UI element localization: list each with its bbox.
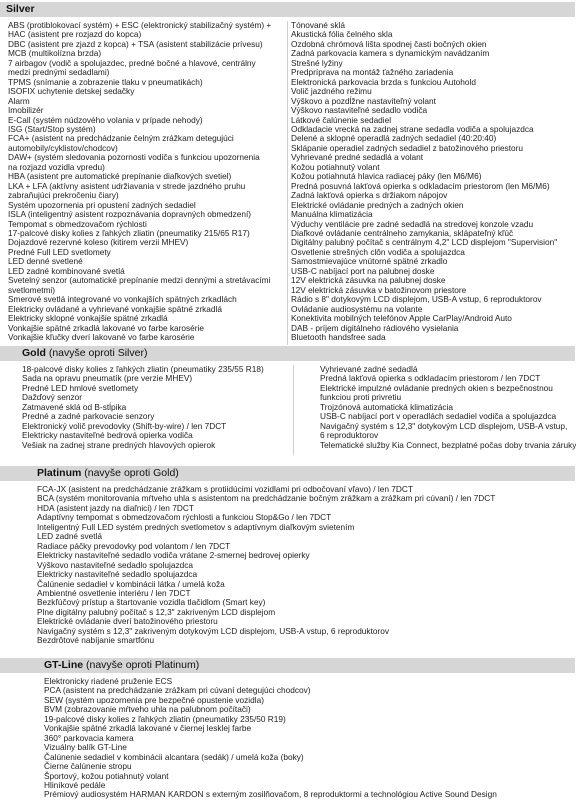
list-item: USB-C nabíjací port na palubnej doske xyxy=(291,265,435,276)
list-item: USB-C nabíjací port v operadlách sedadiel vodiča a spolujazdca xyxy=(320,411,557,422)
silver-columns xyxy=(0,21,575,345)
list-item: Inteligentný Full LED systém predných svetlometov s adaptívnym diaľkovým svietením xyxy=(37,521,355,532)
list-item: Volič jazdného režimu xyxy=(291,86,372,97)
list-item: Predná lakťová opierka s odkladacím priestorom / len 7DCT xyxy=(320,373,541,384)
gold-subtitle: (navyše oproti Silver) xyxy=(45,347,148,359)
list-item: Manuálna klimatizácia xyxy=(291,209,373,220)
list-item: Navigačný systém s 12,3" dotykovým LCD displejom, USB-A vstup, xyxy=(320,420,568,431)
list-item: svetlometmi) xyxy=(8,284,56,295)
platinum-columns xyxy=(0,485,575,650)
list-item: Ozdobná chrómová lišta spodnej časti bočných okien xyxy=(291,38,487,49)
list-item: 12V elektrická zásuvka v batožinovom priestore xyxy=(291,284,467,295)
list-item: Elektronicky riadené pruženie ECS xyxy=(44,676,173,686)
list-item: DAW+ (systém sledovania pozornosti vodiča s funkciou upozornenia xyxy=(8,152,260,163)
gold-header xyxy=(0,346,575,361)
list-item: TPMS (snímanie a zobrazenie tlaku v pneumatikách) xyxy=(8,76,203,87)
gtline-header xyxy=(0,658,575,673)
list-item: Dojazdové rezervné koleso (kitirem verzii MHEV) xyxy=(8,237,189,248)
list-item: Látkové čalúnenie sedadiel xyxy=(291,114,392,125)
list-item: Tempomat s obmedzovačom rýchlosti xyxy=(8,218,147,229)
list-item: DAB - príjem digitálneho rádiového vysielania xyxy=(291,322,459,333)
list-item: Odkladacie vrecká na zadnej strane sedadla vodiča a spolujazdca xyxy=(291,123,534,134)
list-item: ISLA (inteligentný asistent rozpoznávania dopravných obmedzení) xyxy=(8,209,252,220)
list-item: Bluetooth handsfree sada xyxy=(291,331,386,342)
platinum-title: Platinum xyxy=(37,467,82,479)
list-item: Bezkľúčový prístup a štartovanie vozidla tlačidlom (Smart key) xyxy=(37,597,266,608)
list-item: Dažďový senzor xyxy=(22,392,82,403)
list-item: ABS (protiblokovací systém) + ESC (elektronický stabilizačný systém) + xyxy=(8,20,272,30)
platinum-header xyxy=(0,466,575,481)
list-item: SEW (systém upozornenia pre bezpečné opustenie vozidla) xyxy=(44,694,264,705)
list-item: na rozjazd vozidla vpredu) xyxy=(8,161,105,172)
list-item: Športový, kožou potiahnutý volant xyxy=(44,770,169,781)
list-item: Elektronický volič prevodovky (Shift-by-wire) / len 7DCT xyxy=(22,420,227,431)
list-item: ISG (Start/Stop systém) xyxy=(8,123,96,134)
list-item: 12V elektrická zásuvka na palubnej doske xyxy=(291,275,446,286)
list-item: FCA+ (asistent na predchádzanie čelným zrážkam detegujúci xyxy=(8,133,234,144)
platinum-subtitle: (navyše oproti Gold) xyxy=(81,467,179,479)
list-item: Elektricky nastaviteľné sedadlo spolujazdca xyxy=(37,569,198,580)
list-item: Čierne čalúnenie stropu xyxy=(44,761,132,772)
list-item: Výškovo a pozdĺžne nastaviteľný volant xyxy=(291,95,436,106)
list-item: Zatmavené sklá od B-stĺpika xyxy=(22,401,127,412)
list-item: Elektrické ovládanie predných a zadných okien xyxy=(291,199,464,210)
list-item: 18-palcové disky kolies z ľahkých zliatin (pneumatiky 235/55 R18) xyxy=(22,364,264,374)
list-item: 7 airbagov (vodič a spolujazdec, predné bočné a hlavové, centrálny xyxy=(8,57,256,68)
list-item: Vizuálny balík GT-Line xyxy=(44,742,127,753)
list-item: automobily/cyklistov/chodcov) xyxy=(8,142,118,153)
list-item: HDA (asistent jazdy na diaľnici) / len 7DCT xyxy=(37,502,194,513)
list-item: Telematické služby Kia Connect, bezplatné počas doby trvania záruky xyxy=(320,439,576,450)
list-item: 19-palcové disky kolies z ľahkých zliatin (pneumatiky 235/50 R19) xyxy=(44,713,286,724)
list-item: Strešné lyžiny xyxy=(291,57,343,68)
list-item: Kožou potiahnutý volant xyxy=(291,161,380,172)
list-item: Predpríprava na montáž ťažného zariadenia xyxy=(291,67,454,78)
column-divider xyxy=(293,365,294,455)
list-item: BVM (zobrazovanie mŕtveho uhla na palubnom počítači) xyxy=(44,704,251,715)
silver-section xyxy=(0,2,575,345)
list-item: Elektronická parkovacia brzda s funkciou Autohold xyxy=(291,76,476,87)
list-item: Osvetlenie strešných clôn vodiča a spolujazdca xyxy=(291,246,465,257)
list-item: BCA (systém monitorovania mŕtveho uhla s asistentom na predchádzanie bočným zrážkam a zrážkam pri cúvaní) / len 7DCT xyxy=(37,493,496,504)
list-item: Delené a sklopné operadlá zadných sedadiel (40:20:40) xyxy=(291,133,497,144)
list-item: Predná posuvná lakťová opierka s odkladacím priestorom (len M6/M6) xyxy=(291,180,550,191)
list-item: Vonkajšie spätné zrkadlá lakované v čiernej lesklej farbe xyxy=(44,723,252,734)
list-item: Navigačný systém s 12,3" zakriveným dotykovým LCD displejom, USB-A vstup, 6 reproduktorov xyxy=(37,625,390,636)
silver-left-list xyxy=(8,21,284,342)
list-item: Predné a zadné parkovacie senzory xyxy=(22,411,155,422)
list-item: Adaptívny tempomat s obmedzovačom rýchlosti a funkciou Stop&Go / len 7DCT xyxy=(37,512,332,523)
list-item: Imobilizér xyxy=(8,105,44,116)
list-item: Kožou potiahnutá hlavica radiacej páky (len M6/M6) xyxy=(291,171,482,182)
list-item: MCB (multikolízna brzda) xyxy=(8,48,102,59)
list-item: LED zadné kombinované svetlá xyxy=(8,265,125,276)
list-item: Elektricky sklopné vonkajšie spätné zrkadlá xyxy=(8,313,168,324)
list-item: Zadná parkovacia kamera s dynamickým navádzaním xyxy=(291,48,490,59)
list-item: ISOFIX uchytenie detskej sedačky xyxy=(8,86,135,97)
list-item: Digitálny palubný počítač s centrálnym 4,2" LCD displejom "Supervision" xyxy=(291,237,558,248)
list-item: Elektricky nastaviteľné sedadlo vodiča vrátane 2-smernej bedrovej opierky xyxy=(37,550,310,561)
gold-title: Gold xyxy=(22,347,46,359)
platinum-section xyxy=(0,466,575,650)
list-item: Vyhrievané predné sedadlá a volant xyxy=(291,152,424,163)
gtline-columns xyxy=(0,677,575,801)
list-item: Vonkajšie kľučky dverí lakované vo farbe karosérie xyxy=(8,331,195,342)
list-item: DBC (asistent pre zjazd z kopca) + TSA (asistent stabilizácie prívesu) xyxy=(8,38,263,49)
list-item: LKA + LFA (aktívny asistent udržiavania v strede jazdného pruhu xyxy=(8,180,246,191)
list-item: Výškovo nastaviteľné sedadlo spolujazdca xyxy=(37,559,194,570)
list-item: Čalúnenie sedadiel v kombinácii látka / umelá koža xyxy=(37,578,225,589)
list-item: Akustická fólia čelného skla xyxy=(291,29,393,40)
silver-right-list xyxy=(291,21,571,342)
list-item: Vyhrievané zadné sedadlá xyxy=(320,364,418,374)
list-item: Prémiový audiosystém HARMAN KARDON s externým zosilňovačom, 8 reproduktormi a technológiou Active Sound Design xyxy=(44,789,497,800)
list-item: HAC (asistent pre rozjazd do kopca) xyxy=(8,29,142,40)
list-item: Vešiak na zadnej strane predných hlavových opierok xyxy=(22,439,216,450)
list-item: Svetelný senzor (automatické prepínanie medzi dennými a stretávacími xyxy=(8,275,271,286)
list-item: Predné LED hmlové svetlomety xyxy=(22,382,139,393)
list-item: Plne digitálny palubný počítač s 12,3" zakriveným LCD displejom xyxy=(37,606,276,617)
list-item: Elektrické ovládanie dverí batožinového priestoru xyxy=(37,616,218,627)
list-item: Sklápanie operadiel zadných sedadiel z batožinového priestoru xyxy=(291,142,524,153)
list-item: Predné Full LED svetlomety xyxy=(8,246,111,257)
list-item: 17-palcové disky kolies z ľahkých zliatin (pneumatiky 215/65 R17) xyxy=(8,227,250,238)
gold-columns xyxy=(0,365,575,455)
list-item: Sada na opravu pneumatík (pre verzie MHEV) xyxy=(22,373,193,384)
list-item: Smerové svetlá integrované vo vonkajších spätných zrkadlách xyxy=(8,294,237,305)
list-item: E-Call (systém núdzového volania v prípade nehody) xyxy=(8,114,203,125)
list-item: zabraňujúci prekročeniu čiary) xyxy=(8,190,119,201)
list-item: Samostmievajúce vnútorné spätné zrkadlo xyxy=(291,256,448,267)
list-item: Výduchy ventilácie pre zadné sedadlá na stredovej konzole vzadu xyxy=(291,218,534,229)
column-divider xyxy=(287,21,288,345)
list-item: Trojzónová automatická klimatizácia xyxy=(320,401,453,412)
list-item: Tónované sklá xyxy=(291,20,345,30)
silver-header xyxy=(0,2,575,17)
list-item: HBA (asistent pre automatické prepínanie diaľkových svetiel) xyxy=(8,171,232,182)
list-item: 6 reproduktorov xyxy=(320,430,379,441)
list-item: medzi prednými sedadlami) xyxy=(8,67,110,78)
list-item: FCA-JX (asistent na predchádzanie zrážkam s protiidúcimi vozidlami pri odbočovaní vľavo) / len 7DCT xyxy=(37,484,413,494)
list-item: Konektivita mobilných telefónov Apple CarPlay/Android Auto xyxy=(291,313,512,324)
gold-left-list xyxy=(22,365,287,450)
list-item: Systém upozornenia pri opustení zadných sedadiel xyxy=(8,199,196,210)
list-item: Ovládanie audiosystému na volante xyxy=(291,303,423,314)
list-item: funkciou proti privretiu xyxy=(320,392,402,403)
gtline-list xyxy=(44,677,572,800)
list-item: Zadná lakťová opierka s držiakom nápojov xyxy=(291,190,448,201)
gtline-section xyxy=(0,658,575,801)
silver-title: Silver xyxy=(6,3,35,15)
gtline-title: GT-Line xyxy=(44,659,84,671)
gold-section xyxy=(0,346,575,455)
list-item: Bezdrôtové nabíjanie smartfónu xyxy=(37,635,155,646)
list-item: Rádio s 8" dotykovým LCD displejom, USB-A vstup, 6 reproduktorov xyxy=(291,294,542,305)
list-item: Vonkajšie spätné zrkadlá lakované vo farbe karosérie xyxy=(8,322,205,333)
list-item: Ambientné osvetlenie interiéru / len 7DCT xyxy=(37,587,191,598)
platinum-list xyxy=(37,485,567,646)
list-item: Čalúnenie sedadiel v kombinácii alcantara (sedák) / umelá koža (boky) xyxy=(44,751,304,762)
list-item: Výškovo nastaviteľné sedadlo vodiča xyxy=(291,105,428,116)
list-item: Elektricky ovládané a vyhrievané vonkajšie spätné zrkadlá xyxy=(8,303,222,314)
list-item: Elektricky nastaviteľné bedrová opierka vodiča xyxy=(22,430,193,441)
list-item: Hliníkové pedále xyxy=(44,779,106,790)
gtline-subtitle: (navyše oproti Platinum) xyxy=(83,659,200,671)
gold-right-list xyxy=(320,364,576,450)
list-item: Diaľkové ovládanie centrálneho zamykania, sklápateľný kľúč xyxy=(291,227,514,238)
list-item: Radiace páčky prevodovky pod volantom / len 7DCT xyxy=(37,540,231,551)
list-item: PCA (asistent na predchádzanie zrážkam pri cúvaní detegujúci chodcov) xyxy=(44,685,311,696)
list-item: Elektrické impulzné ovládanie predných okien s bezpečnostnou xyxy=(320,382,553,393)
list-item: LED zadné svetlá xyxy=(37,531,103,542)
list-item: LED denné svetlené xyxy=(8,256,83,267)
list-item: Alarm xyxy=(8,95,30,106)
list-item: 360° parkovacia kamera xyxy=(44,732,134,743)
